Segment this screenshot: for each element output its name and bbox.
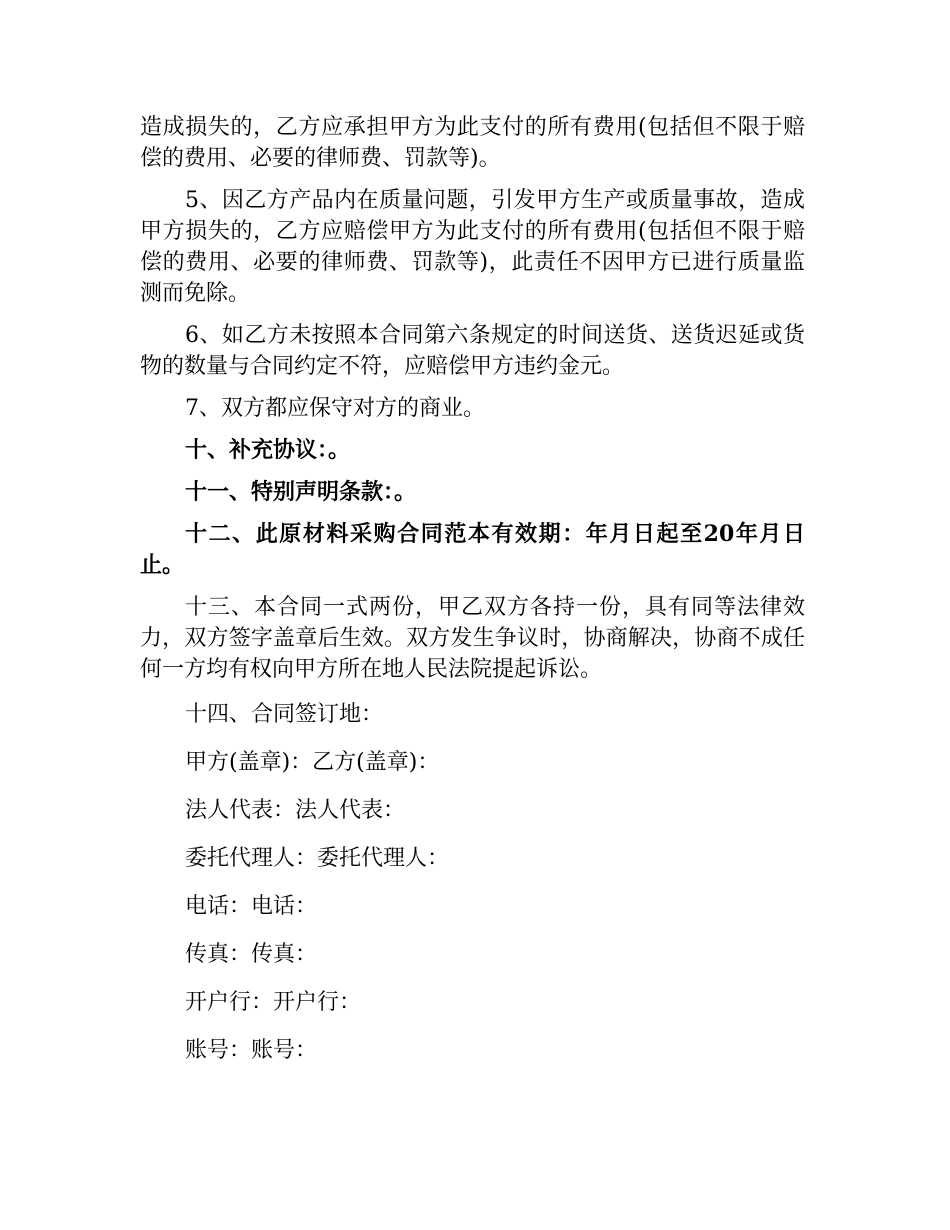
paragraph-loss-costs: 造成损失的，乙方应承担甲方为此支付的所有费用(包括但不限于赔偿的费用、必要的律师费、罚款等)。 bbox=[140, 115, 805, 171]
clause-7-confidentiality: 7、双方都应保守对方的商业。 bbox=[185, 396, 485, 421]
clause-5-quality-liability: 5、因乙方产品内在质量问题，引发甲方生产或质量事故，造成甲方损失的，乙方应赔偿甲方为此支付的所有费用(包括但不限于赔偿的费用、必要的律师费、罚款等)，此责任不因甲方已进行质量监测而免除。 bbox=[140, 188, 805, 306]
section-12-validity-period: 十二、此原材料采购合同范本有效期：年月日起至20年月日止。 bbox=[140, 521, 805, 578]
signature-account-line: 账号：账号： bbox=[185, 1038, 318, 1063]
document-page bbox=[140, 112, 805, 1080]
signature-fax-line: 传真：传真： bbox=[185, 942, 318, 967]
section-11-special-statement: 十一、特别声明条款：。 bbox=[185, 479, 417, 505]
signature-legal-rep-line: 法人代表：法人代表： bbox=[185, 798, 406, 823]
signature-seal-line: 甲方(盖章)：乙方(盖章)： bbox=[185, 750, 440, 775]
section-13-copies-disputes: 十三、本合同一式两份，甲乙双方各持一份，具有同等法律效力，双方签字盖章后生效。双方发生争议时，协商解决，协商不成任何一方均有权向甲方所在地人民法院提起诉讼。 bbox=[140, 595, 805, 682]
signing-place: 十四、合同签订地： bbox=[185, 702, 384, 727]
signature-bank-line: 开户行：开户行： bbox=[185, 990, 362, 1015]
clause-6-delivery-penalty: 6、如乙方未按照本合同第六条规定的时间送货、送货迟延或货物的数量与合同约定不符，应赔偿甲方违约金元。 bbox=[140, 323, 805, 379]
signature-phone-line: 电话：电话： bbox=[185, 894, 318, 919]
section-10-supplementary: 十、补充协议：。 bbox=[185, 437, 351, 463]
signature-agent-line: 委托代理人：委托代理人： bbox=[185, 846, 450, 871]
signature-block bbox=[140, 696, 805, 1069]
